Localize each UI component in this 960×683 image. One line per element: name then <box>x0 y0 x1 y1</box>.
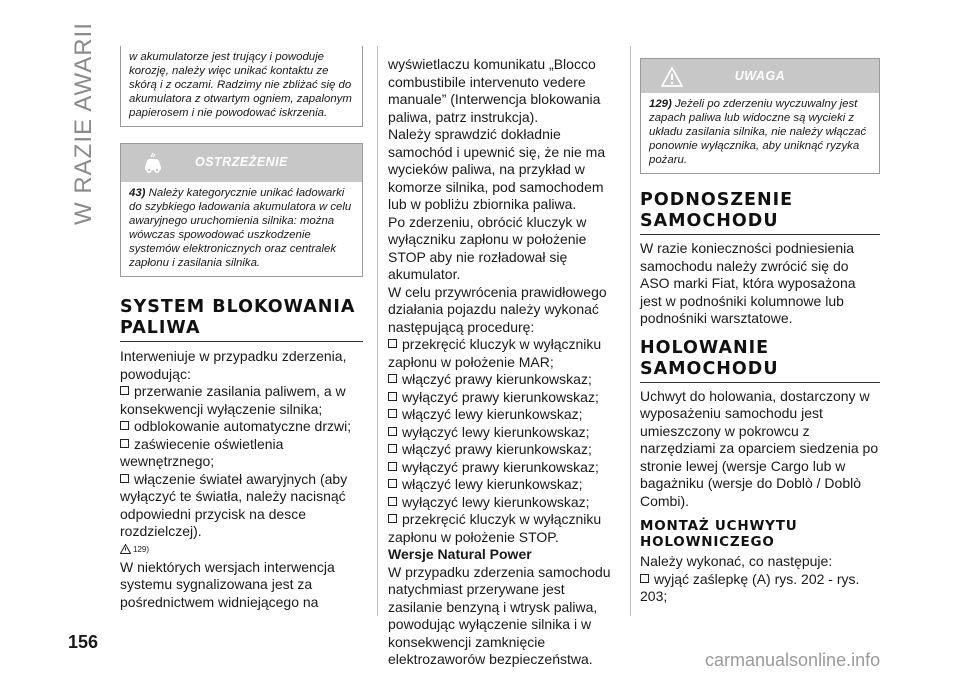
fuel-cutoff-intro: Interweniuje w przypadku zderzenia, powodując: <box>120 348 347 382</box>
checkbox-bullet-icon <box>120 386 129 395</box>
tow-hook-list <box>640 571 880 606</box>
natural-power-text: W przypadku zderzenia samochodu natychmiast przerywane jest zasilanie benzyną i wtrysk paliwa, powodując wyłączenie silnika i w konsekwencji zamknięcie elektrozaworów bezpieczeństwa. <box>388 563 611 667</box>
list-item: wyłączyć lewy kierunkowskaz; <box>388 494 618 512</box>
towing-text: Uchwyt do holowania, dostarczony w wyposażeniu samochodu jest umieszczony w pokrowcu z narzędziami za oparciem siedzenia po stronie lewej (wersje Cargo lub w bagażniku (wersje do Doblò / Doblò Combi). <box>640 387 879 509</box>
watermark: carmanualsonline.info <box>705 650 881 670</box>
checkbox-bullet-icon <box>120 439 129 448</box>
battery-warning-text: w akumulatorze jest trujący i powoduje korozję, należy więc unikać kontaktu ze skórą i z oczami. Radzimy nie zbliżać się do akumulatora z otwartym ogniem, zapalonym papierosem i nie powodować iskrzenia. <box>129 51 352 119</box>
list-item: wyłączyć lewy kierunkowskaz; <box>388 424 618 442</box>
list-item: odblokowanie automatyczne drzwi; <box>120 418 363 436</box>
column-3 <box>640 58 880 606</box>
column-2 <box>388 56 618 669</box>
checkbox-bullet-icon <box>120 421 129 430</box>
heading-lifting: PODNOSZENIE SAMOCHODU <box>640 190 880 235</box>
key-stop-text: Po zderzeniu, obrócić kluczyk w wyłączniku zapłonu w położenie STOP aby nie rozładował się akumulator. <box>388 213 587 282</box>
heading-towing: HOLOWANIE SAMOCHODU <box>640 338 880 383</box>
list-item: włączyć lewy kierunkowskaz; <box>388 406 618 424</box>
column-divider-2 <box>630 46 631 616</box>
warning-title: OSTRZEŻENIE <box>194 155 288 169</box>
list-item: włączenie świateł awaryjnych (aby wyłączyć te światła, należy nacisnąć odpowiedni przycisk na desce rozdzielczej). <box>120 470 348 539</box>
tow-hook-intro: Należy wykonać, co następuje: <box>640 553 833 569</box>
procedure-list <box>388 336 618 546</box>
checkbox-bullet-icon <box>388 497 397 506</box>
list-item: zaświecenie oświetlenia wewnętrznego; <box>120 435 284 469</box>
caution-box <box>640 58 880 174</box>
checkbox-bullet-icon <box>388 409 397 418</box>
list-item: wyłączyć prawy kierunkowskaz; <box>388 389 618 407</box>
checkbox-bullet-icon <box>388 514 397 523</box>
display-message-text: wyświetlaczu komunikatu „Blocco combustibile intervenuto vedere manuale” (Interwencja blokowania paliwa, patrz instrukcja). <box>388 56 601 125</box>
warning-text: Należy kategorycznie unikać ładowarki do szybkiego ładowania akumulatora w celu awaryjnego uruchomienia silnika: można wówczas spowodować uszkodzenie systemów elektronicznych oraz centralek zapłonu i zasilania silnika. <box>129 187 352 269</box>
caution-title: UWAGA <box>734 69 786 83</box>
checkbox-bullet-icon <box>388 392 397 401</box>
lifting-text: W razie konieczności podniesienia samochodu należy zwrócić się do ASO marki Fiat, która wyposażona jest w podnośniki kolumnowe lub podnośniki warsztatowe. <box>640 240 856 326</box>
caution-box-header <box>641 59 879 93</box>
warning-number: 43) <box>129 187 146 199</box>
list-item: włączyć prawy kierunkowskaz; <box>388 441 618 459</box>
caution-number: 129) <box>649 98 672 110</box>
warning-box-header <box>121 144 362 182</box>
subheading-natural-power: Wersje Natural Power <box>388 546 532 562</box>
section-side-title: W RAZIE AWARII <box>70 22 97 225</box>
list-item: włączyć prawy kierunkowskaz; <box>388 371 618 389</box>
warning-box <box>120 143 363 277</box>
checkbox-bullet-icon <box>388 339 397 348</box>
column-divider-1 <box>377 46 378 616</box>
checkbox-bullet-icon <box>388 427 397 436</box>
checkbox-bullet-icon <box>388 374 397 383</box>
list-item: włączyć lewy kierunkowskaz; <box>388 476 618 494</box>
heading-tow-hook-mounting: MONTAŻ UCHWYTU HOLOWNICZEGO <box>640 518 798 550</box>
checkbox-bullet-icon <box>388 462 397 471</box>
list-item: wyłączyć prawy kierunkowskaz; <box>388 459 618 477</box>
warning-reference: 129) <box>120 543 363 557</box>
page-number: 156 <box>68 632 99 652</box>
checkbox-bullet-icon <box>120 474 129 483</box>
fuel-cutoff-display-text: W niektórych wersjach interwencja systemu sygnalizowana jest za pośrednictwem widniejącego na <box>120 558 335 610</box>
battery-warning-box <box>120 46 363 127</box>
list-item: przekręcić kluczyk w wyłączniku zapłonu w położenie MAR; <box>388 336 602 370</box>
warning-triangle-icon <box>120 544 131 554</box>
fuel-cutoff-list <box>120 383 363 541</box>
heading-fuel-cutoff: SYSTEM BLOKOWANIA PALIWA <box>120 297 363 342</box>
checkbox-bullet-icon <box>388 444 397 453</box>
checkbox-bullet-icon <box>640 574 649 583</box>
procedure-intro: W celu przywrócenia prawidłowego działania pojazdu należy wykonać następującą procedurę: <box>388 283 607 335</box>
column-1 <box>120 46 363 611</box>
check-leaks-text: Należy sprawdzić dokładnie samochód i upewnić się, że nie ma wycieków paliwa, na przykład w komorze silnika, pod samochodem lub w pobliżu zbiornika paliwa. <box>388 126 606 212</box>
list-item: przerwanie zasilania paliwem, a w konsekwencji wyłączenie silnika; <box>120 383 346 417</box>
list-item: przekręcić kluczyk w wyłączniku zapłonu w położenie STOP. <box>388 511 602 545</box>
caution-text: Jeżeli po zderzeniu wyczuwalny jest zapach paliwa lub widoczne są wycieki z układu zasilania silnika, nie należy włączać ponownie wyłącznika, aby uniknąć ryzyka pożaru. <box>649 98 867 166</box>
checkbox-bullet-icon <box>388 479 397 488</box>
list-item: wyjąć zaślepkę (A) rys. 202 - rys. 203; <box>640 570 860 604</box>
